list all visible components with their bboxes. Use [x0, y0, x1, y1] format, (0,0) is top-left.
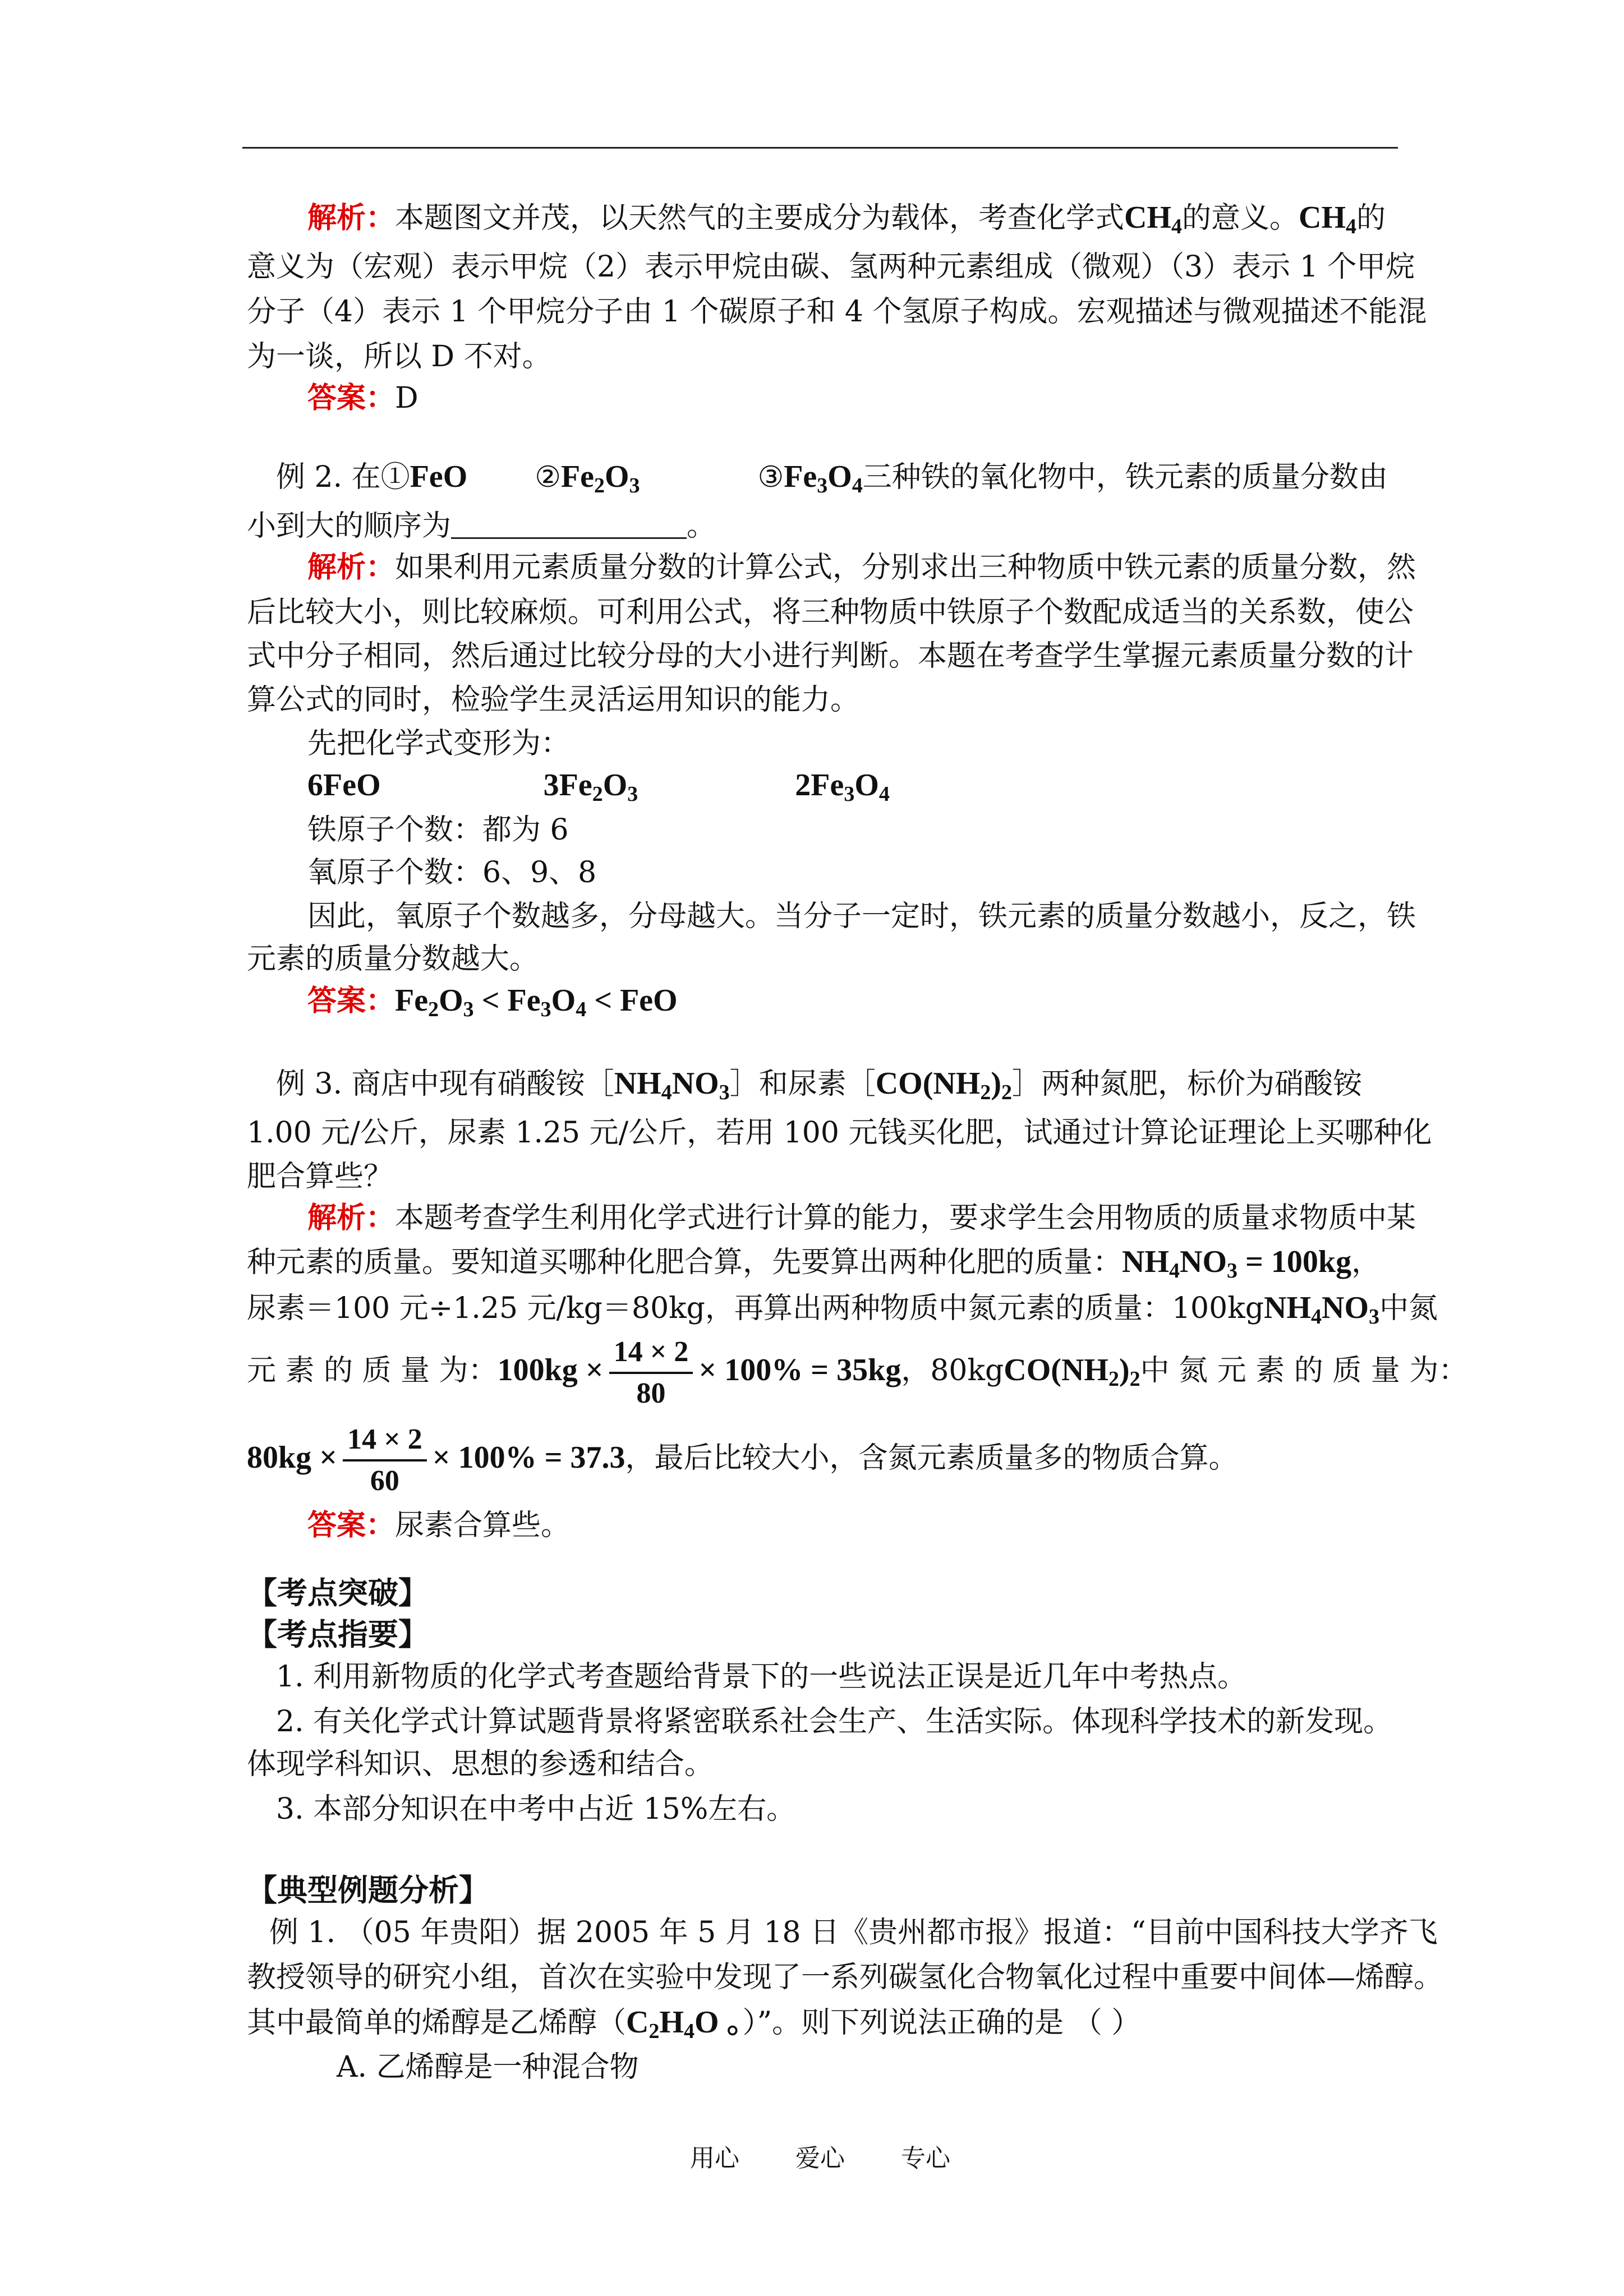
example-3-analysis-line-2: 种元素的质量。要知道买哪种化肥合算，先要算出两种化肥的质量：$NH_4NO_3 = 100kg$，	[247, 1244, 1381, 1283]
option-a: A. 乙烯醇是一种混合物	[337, 2050, 639, 2084]
example-2-analysis-line-2: 后比较大小，则比较麻烦。可利用公式，将三种物质中铁原子个数配成适当的关系数，使公	[247, 596, 1414, 629]
header-rule	[242, 147, 1398, 149]
section-heading-kaodian-tupo: 【考点突破】	[247, 1575, 429, 1611]
formula-fe3o4: $Fe_3O_4$	[784, 459, 863, 497]
example-3-analysis-line-3: 尿素＝100 元÷1.25 元/kg＝80kg，再算出两种物质中氮元素的质量：$100kgNH_4NO_3$中氮	[247, 1290, 1438, 1329]
example-2-analysis-line-7: 元素的质量分数越大。	[247, 942, 539, 976]
point-2-continued: 体现学科知识、思想的参透和结合。	[247, 1748, 714, 1781]
example-3-question-line-3: 肥合算些？	[247, 1160, 393, 1193]
example-3-question-line-2: 1.00 元/公斤，尿素 1.25 元/公斤，若用 100 元钱买化肥，试通过计算论证理论上买哪种化	[247, 1116, 1432, 1150]
example-3-analysis-line-5: 80kg × $\frac{14 \times 2}{60}$ × 100% = 37.3，最后比较大小，含氮元素质量多的物质合算。	[247, 1416, 1238, 1501]
example-2-question-line-2: 小到大的顺序为 。	[247, 509, 716, 543]
formula-3fe2o3: $3Fe_2O_3$	[543, 768, 638, 806]
formula-urea: $CO(NH_2)_2$	[875, 1066, 1013, 1104]
footer-item: 专心	[901, 2144, 950, 2173]
example-2-analysis-line-4: 算公式的同时，检验学生灵活运用知识的能力。	[247, 683, 860, 717]
analysis-label: 解析：	[307, 201, 395, 235]
page-footer	[690, 2138, 1006, 2174]
section-heading-dianxing: 【典型例题分析】	[247, 1872, 489, 1908]
example-3-question-line-1: 例 3. 商店中现有硝酸铵$[NH_4NO_3]$和尿素$[CO(NH_2)_2]$两种氮肥，标价为硝酸铵	[276, 1066, 1363, 1104]
formula-c2h4o: $C_2H_4O$ 。	[626, 2005, 743, 2043]
iron-atom-count: 铁原子个数：都为 6	[307, 813, 569, 847]
formula-urea: $CO(NH_2)_2$	[1004, 1353, 1140, 1391]
example-2-question-line-1: 例 2. 在①FeO $②Fe_2O_3$ $③Fe_3O_4$三种铁的氧化物中，铁元素的质量分数由	[276, 459, 1388, 497]
example-3-analysis-line-4: 元 素 的 质 量 为：100kg × $\frac{14 \times 2}{80}$ × 100% = 35kg，$80kgCO(NH_2)_2$中 氮 元 素 的 质 量 为：	[247, 1328, 1467, 1421]
equation-nh4no3-mass: $NH_4NO_3 = 100kg$	[1122, 1244, 1352, 1283]
formula-6feo: 6FeO	[307, 768, 381, 803]
formula-nh4no3: $NH_4NO_3$	[1264, 1290, 1379, 1329]
answer-label: 答案：	[307, 381, 395, 415]
oxygen-atom-count: 氧原子个数：6、9、8	[307, 856, 597, 889]
fraction-14x2-over-80: $\frac{14 \times 2}{80}$	[609, 1333, 693, 1413]
example-3-answer-line: 答案：尿素合算些。	[307, 1508, 571, 1542]
analysis-line-2: 意义为（宏观）表示甲烷（2）表示甲烷由碳、氢两种元素组成（微观）（3）表示 1 个甲烷	[247, 250, 1415, 284]
analysis-line-4: 为一谈，所以 D 不对。	[247, 340, 551, 374]
typical-example-line-2: 教授领导的研究小组，首次在实验中发现了一系列碳氢化合物氧化过程中重要中间体—烯醇。	[247, 1961, 1443, 1994]
answer-blank[interactable]	[451, 508, 687, 539]
footer-item: 爱心	[795, 2144, 845, 2173]
answer-value: D	[395, 381, 418, 415]
footer-item: 用心	[690, 2144, 739, 2173]
formula-fe2o3: $Fe_2O_3$	[560, 459, 640, 497]
formula-ch4: $CH_4$	[1299, 200, 1357, 238]
point-2: 2. 有关化学式计算试题背景将紧密联系社会生产、生活实际。体现科学技术的新发现。	[276, 1705, 1393, 1739]
typical-example-line-1: 例 1. （05 年贵阳）据 2005 年 5 月 18 日《贵州都市报》报道：“目前中国科技大学齐飞	[269, 1916, 1438, 1949]
formula-2fe3o4: $2Fe_3O_4$	[795, 768, 890, 806]
formula-ch4: $CH_4$	[1124, 200, 1183, 238]
formula-nh4no3: $NH_4NO_3$	[614, 1066, 730, 1104]
point-1: 1. 利用新物质的化学式考查题给背景下的一些说法正误是近几年中考热点。	[276, 1660, 1247, 1694]
example-2-analysis-line-6: 因此，氧原子个数越多，分母越大。当分子一定时，铁元素的质量分数越小，反之，铁	[307, 900, 1416, 933]
example-2-answer-line: 答案：$Fe_2O_3 < Fe_3O_4$ < FeO	[307, 983, 678, 1021]
formula-feo: FeO	[410, 459, 468, 494]
example-3-analysis-line-1: 解析：本题考查学生利用化学式进行计算的能力，要求学生会用物质的质量求物质中某	[307, 1201, 1416, 1235]
section-heading-kaodian-zhiyao: 【考点指要】	[247, 1616, 429, 1652]
example-2-analysis-line-3: 式中分子相同，然后通过比较分母的大小进行判断。本题在考查学生掌握元素质量分数的计	[247, 639, 1414, 673]
analysis-line-3: 分子（4）表示 1 个甲烷分子由 1 个碳原子和 4 个氢原子构成。宏观描述与微观描述不能混	[247, 295, 1427, 329]
example-2-analysis-line-1: 解析：如果利用元素质量分数的计算公式，分别求出三种物质中铁元素的质量分数，然	[307, 550, 1416, 584]
fraction-14x2-over-60: $\frac{14 \times 2}{60}$	[343, 1420, 427, 1501]
answer-line	[307, 376, 418, 421]
analysis-line-1: 解析：本题图文并茂，以天然气的主要成分为载体，考查化学式$CH_4$的意义。$CH_4$的	[307, 200, 1386, 238]
typical-example-line-3: 其中最简单的烯醇是乙烯醇（$C_2H_4O$ 。）”。则下列说法正确的是 （ ）	[247, 2005, 1141, 2043]
answer-order-formula: $Fe_2O_3 < Fe_3O_4$ < FeO	[395, 983, 678, 1021]
point-3: 3. 本部分知识在中考中占近 15%左右。	[276, 1792, 796, 1826]
example-2-analysis-line-5: 先把化学式变形为：	[307, 727, 571, 760]
